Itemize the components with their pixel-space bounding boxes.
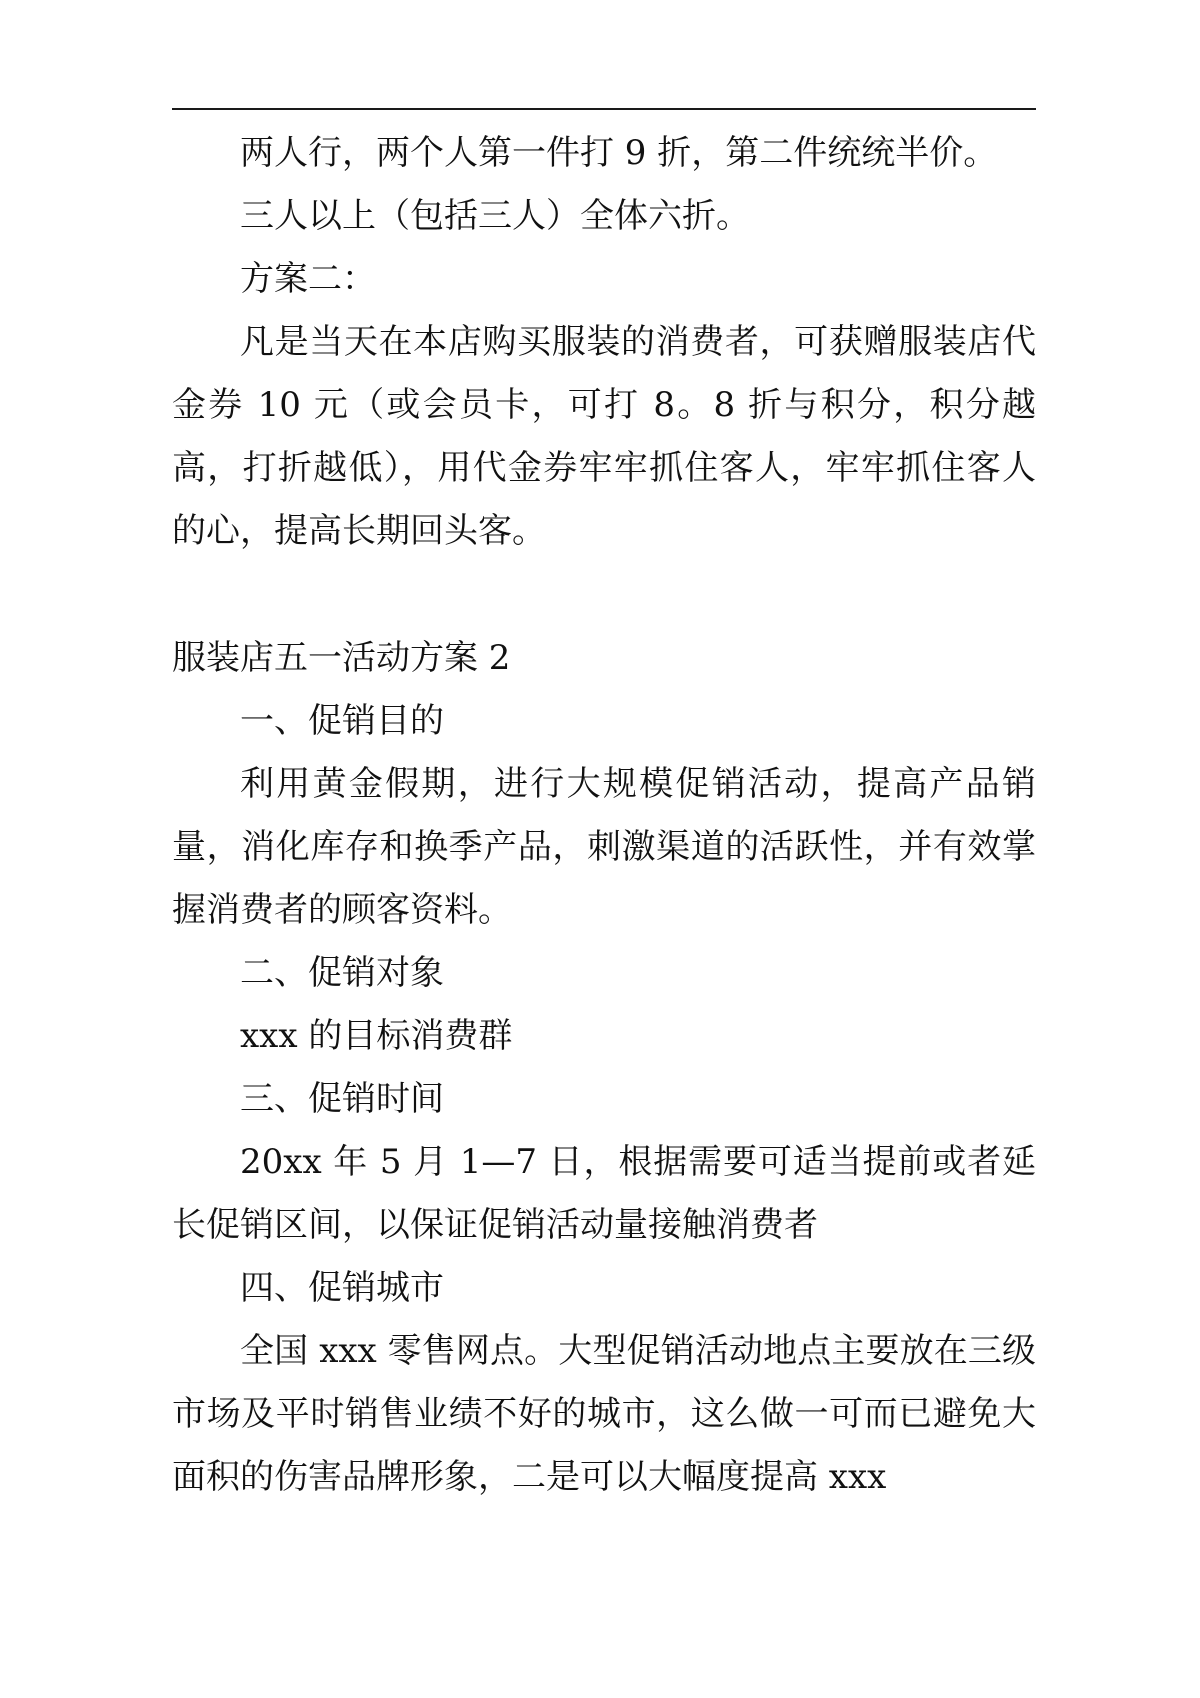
paragraph-three-person-offer: 三人以上（包括三人）全体六折。 <box>240 196 750 236</box>
section-spacer <box>172 563 1036 627</box>
paragraph-voucher-offer: 凡是当天在本店购买服装的消费者，可获赠服装店代金券 10 元（或会员卡，可打 8。8 折与积分，积分越高，打折越低），用代金券牢牢抓住客人，牢牢抓住客人的心，提高长期回头客。 <box>172 322 1036 551</box>
section-title: 服装店五一活动方案 2 <box>172 638 511 678</box>
paragraph-promotion-city: 全国 xxx 零售网点。大型促销活动地点主要放在三级市场及平时销售业绩不好的城市，这么做一可而已避免大面积的伤害品牌形象，二是可以大幅度提高 xxx <box>172 1331 1036 1497</box>
heading-promotion-city: 四、促销城市 <box>240 1268 444 1308</box>
paragraph-promotion-time: 20xx 年 5 月 1—7 日，根据需要可适当提前或者延长促销区间，以保证促销活动量接触消费者 <box>172 1142 1036 1245</box>
heading-promotion-time: 三、促销时间 <box>240 1079 444 1119</box>
document-body <box>172 122 1036 1509</box>
header-rule <box>172 108 1036 110</box>
heading-promotion-purpose: 一、促销目的 <box>240 701 444 741</box>
heading-promotion-target: 二、促销对象 <box>240 953 444 993</box>
paragraph-two-person-offer: 两人行，两个人第一件打 9 折，第二件统统半价。 <box>240 133 998 173</box>
paragraph-promotion-purpose: 利用黄金假期，进行大规模促销活动，提高产品销量，消化库存和换季产品，刺激渠道的活跃性，并有效掌握消费者的顾客资料。 <box>172 764 1036 930</box>
paragraph-plan-two-heading: 方案二： <box>240 259 376 299</box>
paragraph-promotion-target: xxx 的目标消费群 <box>240 1016 513 1056</box>
